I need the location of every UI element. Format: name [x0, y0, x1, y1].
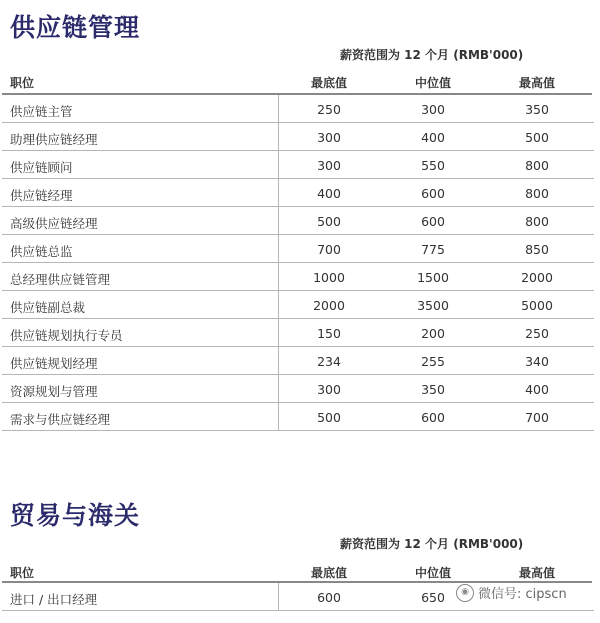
header-max: 最高值 [518, 566, 555, 580]
table-row [2, 319, 594, 347]
table-row [2, 207, 594, 235]
position-cell: 供应链主管 [10, 104, 73, 119]
max-cell: 800 [525, 186, 549, 201]
min-cell: 300 [317, 382, 341, 397]
position-cell: 供应链副总裁 [10, 300, 86, 315]
position-cell: 总经理供应链管理 [10, 272, 111, 287]
table-row [2, 347, 594, 375]
table-row [2, 235, 594, 263]
salary-range-label: 薪资范围为 12 个月 (RMB'000) [340, 48, 524, 62]
min-cell: 600 [317, 590, 341, 605]
mid-cell: 775 [421, 242, 445, 257]
max-cell: 500 [525, 130, 549, 145]
min-cell: 300 [317, 130, 341, 145]
position-cell: 供应链规划执行专员 [10, 328, 123, 343]
mid-cell: 3500 [417, 298, 449, 313]
position-cell: 资源规划与管理 [10, 384, 98, 399]
mid-cell: 350 [421, 382, 445, 397]
max-cell: 340 [525, 354, 549, 369]
min-cell: 234 [317, 354, 341, 369]
position-cell: 进口 / 出口经理 [10, 592, 98, 607]
mid-cell: 550 [421, 158, 445, 173]
section-title: 贸易与海关 [10, 501, 141, 530]
position-cell: 供应链规划经理 [10, 356, 98, 371]
min-cell: 2000 [313, 298, 345, 313]
section-title: 供应链管理 [10, 13, 141, 42]
min-cell: 400 [317, 186, 341, 201]
min-cell: 150 [317, 326, 341, 341]
position-cell: 供应链经理 [10, 188, 73, 203]
header-position: 职位 [10, 566, 35, 580]
max-cell: 350 [525, 102, 549, 117]
table-header [0, 71, 600, 93]
table-header [0, 561, 600, 583]
max-cell: 250 [525, 326, 549, 341]
min-cell: 500 [317, 410, 341, 425]
min-cell: 700 [317, 242, 341, 257]
max-cell: 400 [525, 382, 549, 397]
mid-cell: 650 [421, 590, 445, 605]
wechat-icon: ◉ [456, 584, 474, 602]
max-cell: 700 [525, 410, 549, 425]
min-cell: 500 [317, 214, 341, 229]
table-row [2, 151, 594, 179]
position-cell: 高级供应链经理 [10, 216, 98, 231]
header-mid: 中位值 [414, 76, 451, 90]
mid-cell: 600 [421, 214, 445, 229]
max-cell: 2000 [521, 270, 553, 285]
header-position: 职位 [10, 76, 35, 90]
header-min: 最底值 [310, 566, 347, 580]
table-row [2, 123, 594, 151]
mid-cell: 255 [421, 354, 445, 369]
table-row [2, 403, 594, 431]
mid-cell: 200 [421, 326, 445, 341]
header-min: 最底值 [310, 76, 347, 90]
max-cell: 5000 [521, 298, 553, 313]
max-cell: 800 [525, 158, 549, 173]
table-row [2, 179, 594, 207]
mid-cell: 400 [421, 130, 445, 145]
position-cell: 供应链总监 [10, 244, 73, 259]
mid-cell: 600 [421, 186, 445, 201]
table-row [2, 263, 594, 291]
table-row [2, 95, 594, 123]
table-row [2, 375, 594, 403]
min-cell: 300 [317, 158, 341, 173]
max-cell: 800 [525, 214, 549, 229]
mid-cell: 1500 [417, 270, 449, 285]
salary-table [0, 95, 600, 431]
salary-range-label: 薪资范围为 12 个月 (RMB'000) [340, 537, 524, 551]
position-cell: 供应链顾问 [10, 160, 73, 175]
position-cell: 助理供应链经理 [10, 132, 98, 147]
min-cell: 250 [317, 102, 341, 117]
watermark [456, 583, 567, 602]
min-cell: 1000 [313, 270, 345, 285]
header-max: 最高值 [518, 76, 555, 90]
position-cell: 需求与供应链经理 [10, 412, 111, 427]
table-row [2, 291, 594, 319]
max-cell: 850 [525, 242, 549, 257]
mid-cell: 600 [421, 410, 445, 425]
mid-cell: 300 [421, 102, 445, 117]
header-mid: 中位值 [414, 566, 451, 580]
watermark-text: 微信号: cipscn [478, 587, 567, 602]
